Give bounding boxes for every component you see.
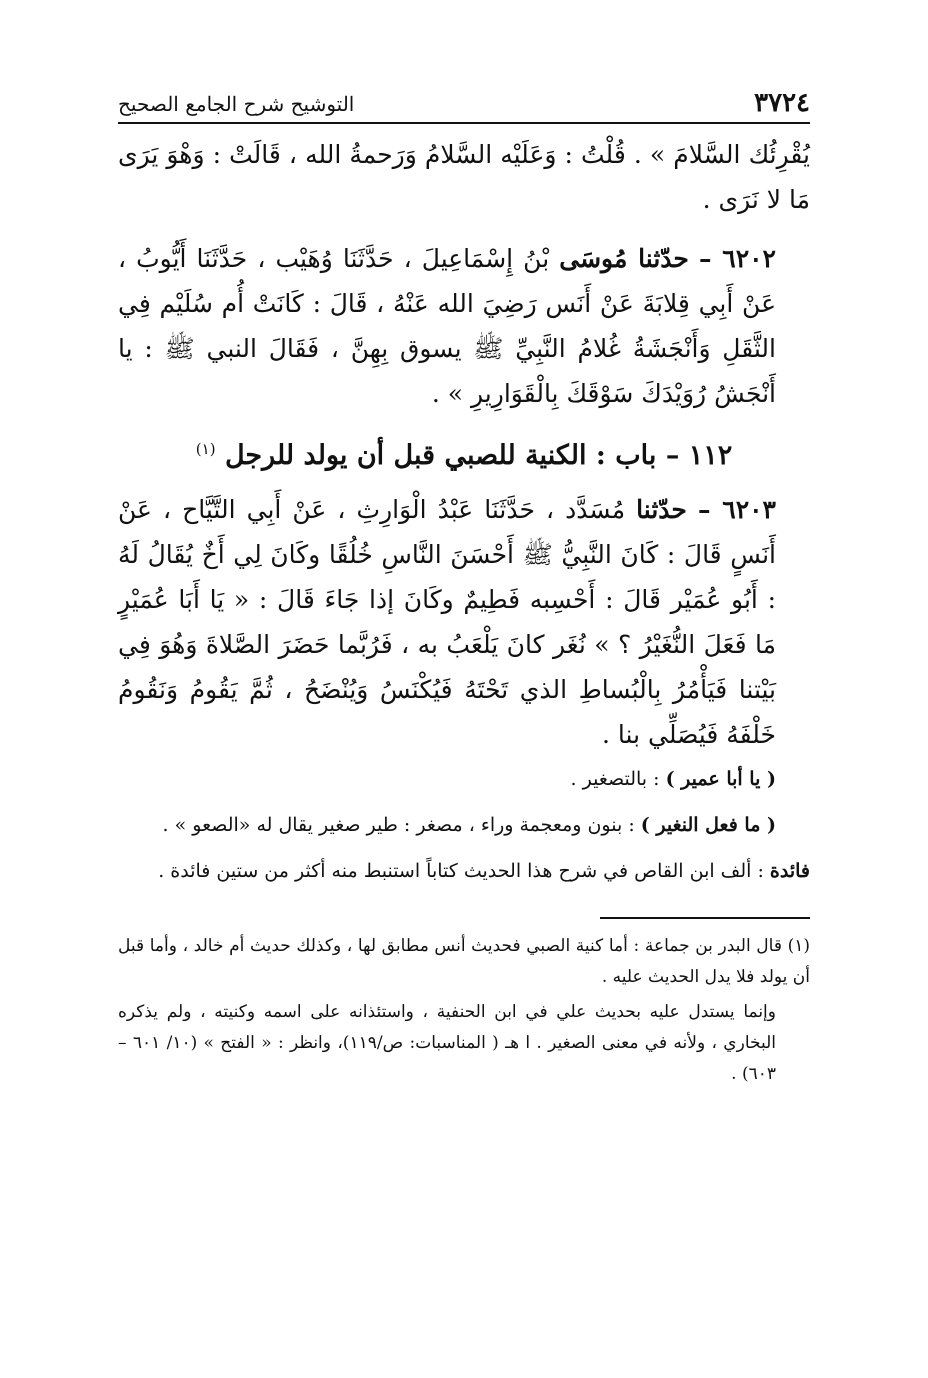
commentary-item: [118, 853, 810, 889]
hadith-6203: [118, 487, 810, 757]
hadith-lead: حدّثنا: [636, 495, 687, 524]
footnote-ref: (١): [195, 440, 216, 458]
page-header: [118, 78, 810, 124]
chapter-heading: [118, 424, 810, 481]
hadith-continuation: يُقْرِئُك السَّلامَ » . قُلْتُ : وَعَلَيْه السَّلامُ وَرَحمةُ الله ، قَالَتْ : وَهْوَ يَرَى مَا لا نَرَى .: [118, 140, 810, 214]
chapter-title: ١١٢ – باب : الكنية للصبي قبل أن يولد للرجل: [224, 440, 733, 471]
book-page: [118, 78, 810, 1090]
commentary-text: : بالتصغير .: [570, 768, 660, 790]
running-title: التوشيح شرح الجامع الصحيح: [118, 92, 355, 116]
footnote-1: (١) قال البدر بن جماعة : أما كنية الصبي فحديث أنس مطابق لها ، وكذلك حديث أم خالد ، وأما قبل أن يولد فلا يدل الحديث عليه .: [118, 936, 810, 987]
hadith-text: مُسَدَّد ، حَدَّثَنَا عَبْدُ الْوَارِثِ ، عَنْ أَبِي التَّيَّاح ، عَنْ أَنَسٍ قَالَ : كَانَ النَّبِيُّ ﷺ أَحْسَنَ النَّاسِ خُلُقًا وكَانَ لِي أَخٌ يُقَالُ لَهُ : أَبُو عُمَيْر قَالَ : أَحْسِبه فَطِيمٌ وكَانَ إذا جَاءَ قَالَ : « يَا أَبَا عُمَيْرٍ مَا فَعَلَ النُّغَيْرُ ؟ » نُغَر كانَ يَلْعَبُ به ، فَرُبَّما حَضَرَ الصَّلاةَ وَهُوَ فِي بَيْتنا فَيَأْمُرُ بِالْبُساطِ الذي تَحْتَهُ فَيُكْنَسُ وَيُنْضَحُ ، ثُمَّ يَقُومُ وَنَقُومُ خَلْفَهُ فَيُصَلِّي بنا .: [118, 495, 776, 749]
hadith-text: بْنُ إِسْمَاعِيلَ ، حَدَّثَنَا وُهَيْب ، حَدَّثَنَا أَيُّوبُ ، عَنْ أَبِي قِلابَةَ عَنْ أَنَس رَضِيَ الله عَنْهُ ، قَالَ : كَانَتْ أُم سُلَيْم فِي الثَّقَلِ وَأَنْجَشَةُ غُلامُ النَّبِيِّ ﷺ يسوق بِهِنَّ ، فَقَالَ النبي ﷺ : يا أَنْجَشُ رُوَيْدَكَ سَوْقَكَ بِالْقَوَارِيرِ » .: [118, 244, 776, 408]
hadith-lead: حدّثنا مُوسَى: [559, 244, 689, 273]
footnote-separator-wrap: [118, 889, 810, 931]
footnote-1-continuation: وإنما يستدل عليه بحديث علي في ابن الحنفية ، واستئذانه على اسمه وكنيته ، ولم يذكره البخاري ، ولأنه في معنى الصغير . ا هـ ( المناسبات: ص/١١٩)، وانظر : « الفتح » (١٠/ ٦٠١ – ٦٠٣) .: [118, 1002, 777, 1084]
page-number: ٣٧٢٤: [754, 88, 810, 118]
commentary-text: : ألف ابن القاص في شرح هذا الحديث كتاباً استنبط منه أكثر من ستين فائدة .: [158, 860, 764, 882]
commentary-term: ( يا أبا عمير ): [665, 768, 776, 790]
hadith-number: ٦٢٠٣ –: [697, 495, 776, 524]
hadith-6202: [118, 236, 810, 416]
commentary-term: ( ما فعل النغير ): [640, 814, 776, 836]
footnote-separator: [600, 917, 810, 919]
commentary-item: [118, 807, 810, 843]
hadith-number: ٦٢٠٢ –: [698, 244, 776, 273]
commentary-term: فائدة: [769, 860, 810, 882]
commentary-text: : بنون ومعجمة وراء ، مصغر : طير صغير يقال له «الصعو » .: [162, 814, 635, 836]
commentary-item: [118, 761, 810, 797]
